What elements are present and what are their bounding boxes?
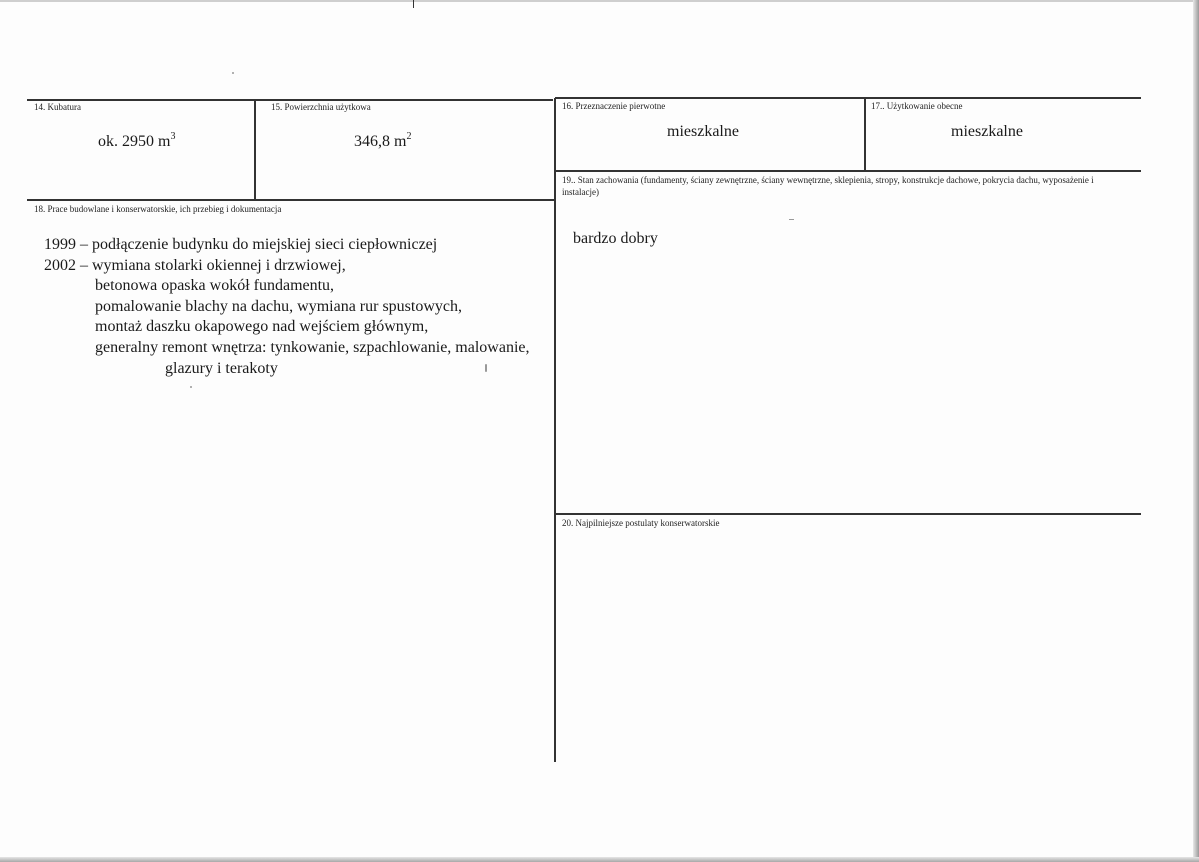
powierzchnia-value-text: 346,8 m [354, 133, 407, 150]
rule-above-20 [555, 513, 1141, 515]
przeznaczenie-label: 16. Przeznaczenie pierwotne [562, 101, 666, 111]
scan-speck [485, 364, 487, 372]
work-line: 2002 – wymiana stolarki okiennej i drzwiowej, [44, 256, 346, 274]
kubatura-value-text: ok. 2950 m [98, 133, 171, 150]
scan-edge-bottom [0, 857, 1199, 862]
kubatura-unit-exponent: 3 [170, 131, 176, 142]
postulaty-label: 20. Najpilniejsze postulaty konserwatorskie [562, 518, 720, 528]
work-line: pomalowanie blachy na dachu, wymiana rur spustowych, [95, 297, 463, 315]
top-tick-mark [413, 0, 414, 8]
work-line: 1999 – podłączenie budynku do miejskiej sieci ciepłowniczej [44, 236, 438, 253]
stan-zachowania-value: bardzo dobry [573, 230, 658, 247]
divider-main [554, 98, 556, 762]
prace-budowlane-label: 18. Prace budowlane i konserwatorskie, ich przebieg i dokumentacja [34, 204, 282, 214]
scan-speck [232, 72, 234, 74]
rule-above-18 [27, 199, 554, 201]
scan-speck [190, 386, 192, 388]
rule-above-19 [555, 170, 1141, 172]
przeznaczenie-value: mieszkalne [667, 123, 739, 140]
work-line: betonowa opaska wokół fundamentu, [95, 277, 335, 295]
divider-14-15 [254, 100, 256, 200]
kubatura-label: 14. Kubatura [34, 102, 81, 112]
divider-16-17 [864, 98, 866, 171]
scan-speck [789, 219, 794, 220]
uzytkowanie-value: mieszkalne [951, 123, 1023, 140]
powierzchnia-label: 15. Powierzchnia użytkowa [271, 102, 371, 112]
powierzchnia-unit-exponent: 2 [406, 131, 412, 142]
prace-budowlane-list [44, 235, 530, 379]
powierzchnia-value [354, 132, 411, 152]
stan-zachowania-label: 19.. Stan zachowania (fundamenty, ściany zewnętrzne, ściany wewnętrzne, sklepienia, stropy, konstrukcje dachowe, pokrycia dachu, wyposażenie i instalacje) [562, 175, 1094, 197]
top-rule-right [555, 97, 1141, 99]
scan-edge-top [0, 0, 1199, 2]
work-line: montaż daszku okapowego nad wejściem głównym, [95, 318, 429, 336]
work-line: glazury i terakoty [165, 359, 278, 377]
work-line: generalny remont wnętrza: tynkowanie, szpachlowanie, malowanie, [95, 338, 530, 356]
kubatura-value [98, 132, 175, 152]
scan-edge-right [1193, 0, 1199, 862]
uzytkowanie-label: 17.. Użytkowanie obecne [871, 101, 963, 111]
